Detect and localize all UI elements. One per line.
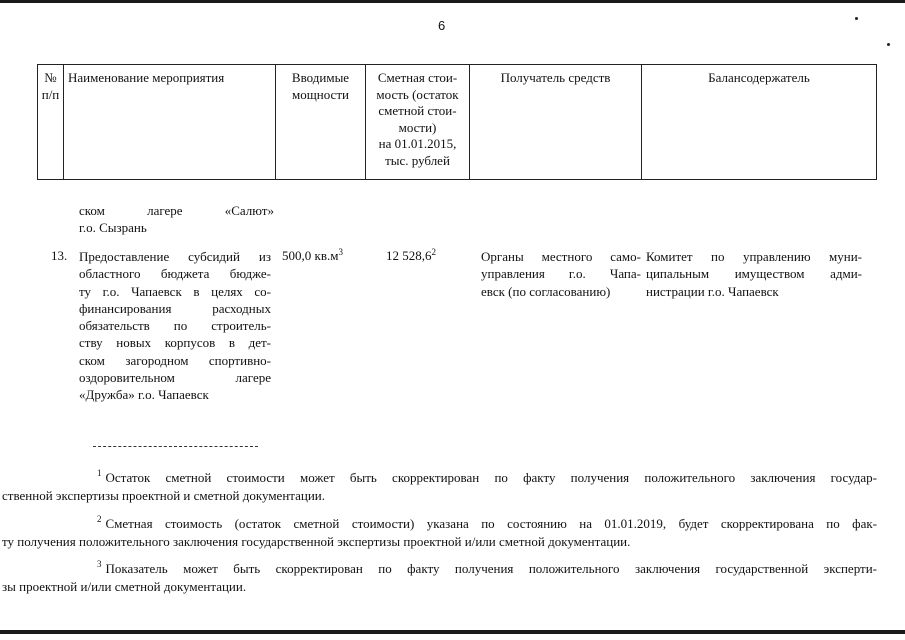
header-col-cost xyxy=(366,65,470,180)
cell-text: ту г.о. Чапаевск в целях со- xyxy=(79,283,271,299)
cell-text: Органы местного само- xyxy=(481,249,641,264)
cell-text: ству новых корпусов в дет- xyxy=(79,335,271,351)
header-col-recipient: Получатель средств xyxy=(470,65,642,180)
cell-text: 12 528,6 xyxy=(386,248,432,263)
header-col-name: Наименование мероприятия xyxy=(64,65,276,180)
header-text: тыс. рублей xyxy=(385,152,450,168)
footnote-ref: 3 xyxy=(338,247,343,257)
row-balance-holder xyxy=(646,248,862,300)
header-text: мощности xyxy=(292,86,349,102)
scan-speck xyxy=(887,43,890,46)
row-cost xyxy=(386,248,436,264)
row-recipient xyxy=(481,248,641,300)
header-text: на 01.01.2015, xyxy=(378,136,457,151)
scan-edge-top xyxy=(0,0,905,3)
header-text: сметной стои- xyxy=(378,103,457,118)
header-col-number xyxy=(38,65,64,180)
footnote-1 xyxy=(2,464,877,505)
cell-text: управления г.о. Чапа- xyxy=(481,266,641,282)
footnote-text: ственной экспертизы проектной и сметной документации. xyxy=(2,488,326,503)
row-continuation-line xyxy=(79,202,274,219)
header-text: Сметная стои- xyxy=(377,70,458,85)
scan-speck xyxy=(855,17,858,20)
footnote-text: Остаток сметной стоимости может быть скорректирован по факту получения положительного заключения государ- xyxy=(105,470,877,485)
cell-text: ском загородном спортивно- xyxy=(79,352,271,368)
footnote-mark: 2 xyxy=(97,514,102,524)
cell-text: ципальным имуществом адми- xyxy=(646,266,862,282)
scan-edge-bottom xyxy=(0,630,905,634)
cell-text: лагере xyxy=(147,203,183,218)
cell-text: обязательств по строитель- xyxy=(79,318,271,334)
header-text: Вводимые xyxy=(291,70,350,85)
cell-text: «Дружба» г.о. Чапаевск xyxy=(79,387,209,403)
cell-text: нистрации г.о. Чапаевск xyxy=(646,283,779,299)
header-text: мость (остаток xyxy=(376,86,459,102)
row-event-name xyxy=(79,248,271,404)
footnote-ref: 2 xyxy=(431,247,436,257)
footnote-text: ту получения положительного заключения государственной экспертизы проектной и/или сметной документации. xyxy=(2,534,631,549)
footnote-mark: 1 xyxy=(97,468,102,478)
footnote-text: Показатель может быть скорректирован по факту получения положительного заключения государственной эксперти- xyxy=(105,561,877,576)
header-text: № xyxy=(44,70,57,85)
cell-text: областного бюджета бюдже- xyxy=(79,266,271,282)
header-col-holder: Балансодержатель xyxy=(642,65,877,180)
cell-text: 500,0 кв.м xyxy=(282,248,339,263)
cell-text: ском xyxy=(79,203,105,218)
header-text: п/п xyxy=(41,86,60,102)
cell-text: Предоставление субсидий из xyxy=(79,249,271,264)
footnote-text: зы проектной и/или сметной документации. xyxy=(2,579,247,594)
page-number: 6 xyxy=(438,18,446,33)
cell-text: г.о. Сызрань xyxy=(79,220,147,235)
footnote-separator xyxy=(93,446,258,447)
header-col-capacity xyxy=(276,65,366,180)
cell-text: Комитет по управлению муни- xyxy=(646,249,862,264)
cell-text: финансирования расходных xyxy=(79,300,271,316)
header-text: мости) xyxy=(398,119,437,135)
table-header xyxy=(37,64,877,180)
footnote-mark: 3 xyxy=(97,559,102,569)
footnote-3 xyxy=(2,555,877,596)
cell-text: евск (по согласованию) xyxy=(481,283,611,299)
footnote-text: Сметная стоимость (остаток сметной стоимости) указана по состоянию на 01.01.2019, будет скорректирована по фак- xyxy=(105,516,877,531)
row-number: 13. xyxy=(51,248,68,263)
row-continuation xyxy=(79,202,274,236)
cell-text: оздоровительном лагере xyxy=(79,370,271,386)
row-capacity xyxy=(282,248,343,264)
cell-text: «Салют» xyxy=(224,203,274,218)
footnote-2 xyxy=(2,510,877,551)
